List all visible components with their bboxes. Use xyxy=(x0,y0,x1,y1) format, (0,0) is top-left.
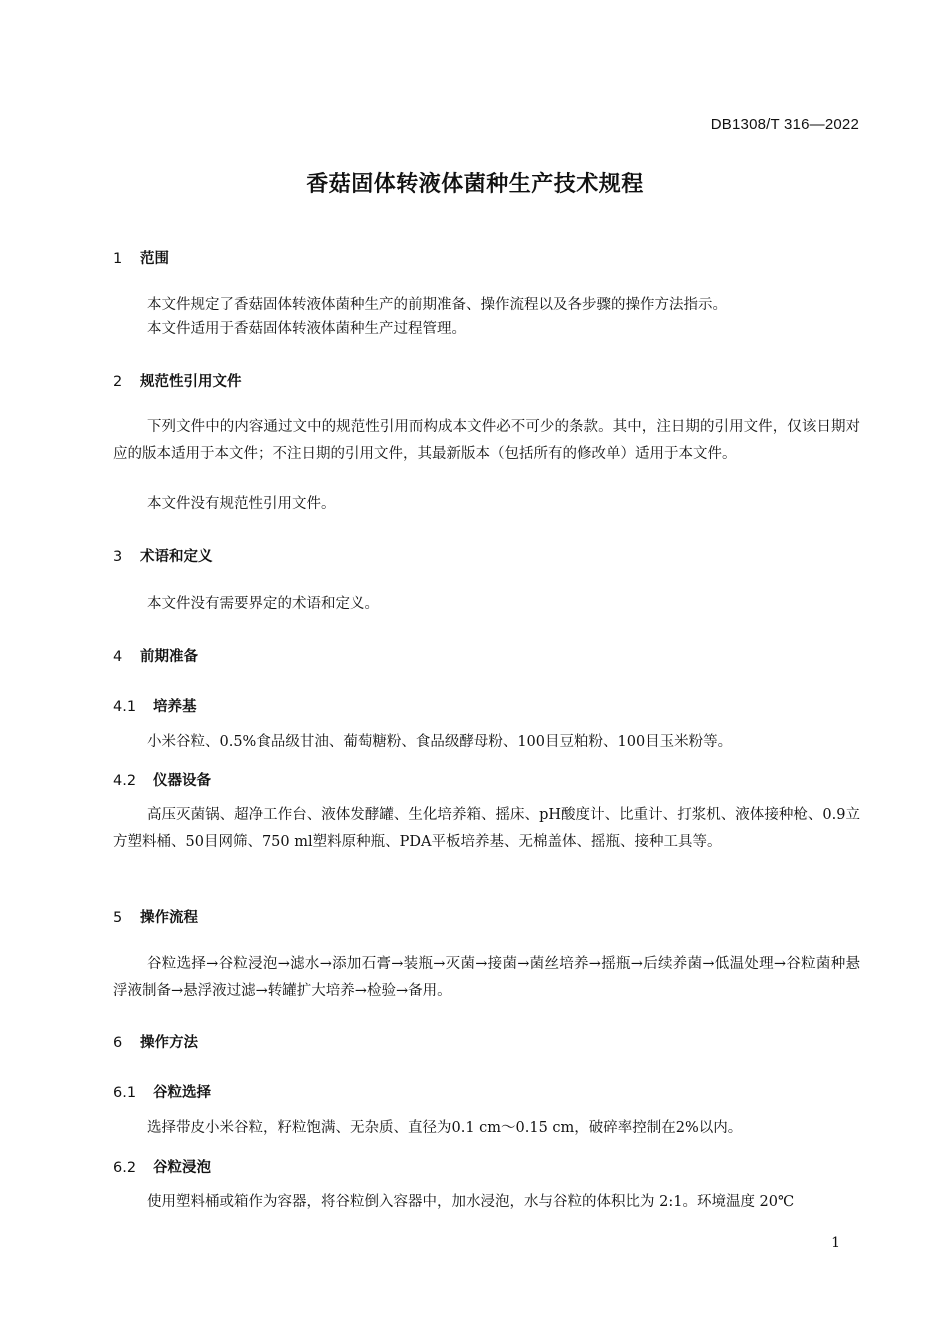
paragraph: 下列文件中的内容通过文中的规范性引用而构成本文件必不可少的条款。其中，注日期的引用文件，仅该日期对应的版本适用于本文件；不注日期的引用文件，其最新版本（包括所有的修改单）适用于本文件。 xyxy=(113,419,860,462)
section-number: 2 xyxy=(113,374,123,390)
standard-code: DB1308/T 316—2022 xyxy=(710,116,859,133)
paragraph: 小米谷粒、0.5%食品级甘油、葡萄糖粉、食品级酵母粉、100目豆粕粉、100目玉米粉等。 xyxy=(147,734,733,750)
section-heading-6 xyxy=(113,1031,198,1052)
section-heading-5 xyxy=(113,906,198,927)
subsection-heading-6-1 xyxy=(113,1081,211,1102)
section-heading-1 xyxy=(113,247,169,268)
paragraph: 高压灭菌锅、超净工作台、液体发酵罐、生化培养箱、摇床、pH酸度计、比重计、打浆机、液体接种枪、0.9立方塑料桶、50目网筛、750 ml塑料原种瓶、PDA平板培养基、无棉盖体、摇瓶、接种工具等。 xyxy=(113,807,860,850)
section-number: 4 xyxy=(113,649,123,665)
section-title: 培养基 xyxy=(153,699,197,715)
section-title: 操作方法 xyxy=(140,1035,198,1051)
paragraph: 谷粒选择→谷粒浸泡→滤水→添加石膏→装瓶→灭菌→接菌→菌丝培养→摇瓶→后续养菌→低温处理→谷粒菌种悬浮液制备→悬浮液过滤→转罐扩大培养→检验→备用。 xyxy=(113,956,860,999)
section-title: 术语和定义 xyxy=(140,549,213,565)
section-number: 5 xyxy=(113,910,123,926)
paragraph: 本文件没有规范性引用文件。 xyxy=(147,496,336,512)
paragraph: 本文件适用于香菇固体转液体菌种生产过程管理。 xyxy=(147,321,466,337)
section-number: 1 xyxy=(113,251,123,267)
section-title: 前期准备 xyxy=(140,649,198,665)
section-title: 谷粒浸泡 xyxy=(153,1160,211,1176)
section-title: 规范性引用文件 xyxy=(140,374,242,390)
page-number: 1 xyxy=(831,1235,840,1251)
subsection-heading-4-1 xyxy=(113,695,197,716)
paragraph: 本文件没有需要界定的术语和定义。 xyxy=(147,596,379,612)
paragraph: 本文件规定了香菇固体转液体菌种生产的前期准备、操作流程以及各步骤的操作方法指示。 xyxy=(147,297,727,313)
section-number: 6.1 xyxy=(113,1085,137,1101)
section-number: 6 xyxy=(113,1035,123,1051)
section-number: 4.2 xyxy=(113,773,137,789)
paragraph: 选择带皮小米谷粒，籽粒饱满、无杂质、直径为0.1 cm～0.15 cm，破碎率控制在2%以内。 xyxy=(147,1120,743,1136)
section-title: 谷粒选择 xyxy=(153,1085,211,1101)
subsection-heading-4-2 xyxy=(113,769,211,790)
subsection-heading-6-2 xyxy=(113,1156,211,1177)
section-heading-3 xyxy=(113,545,213,566)
section-title: 仪器设备 xyxy=(153,773,211,789)
section-heading-4 xyxy=(113,645,198,666)
section-number: 6.2 xyxy=(113,1160,137,1176)
section-number: 4.1 xyxy=(113,699,137,715)
section-number: 3 xyxy=(113,549,123,565)
paragraph: 使用塑料桶或箱作为容器，将谷粒倒入容器中，加水浸泡，水与谷粒的体积比为 2:1。环境温度 20℃ xyxy=(147,1194,795,1210)
document-title: 香菇固体转液体菌种生产技术规程 xyxy=(306,172,644,197)
section-heading-2 xyxy=(113,370,242,391)
section-title: 操作流程 xyxy=(140,910,198,926)
section-title: 范围 xyxy=(140,251,169,267)
